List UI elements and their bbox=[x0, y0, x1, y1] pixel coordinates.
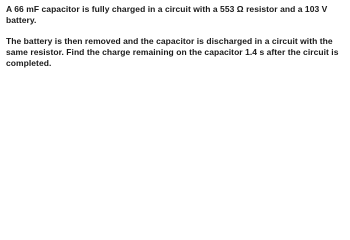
question-paragraph-setup: A 66 mF capacitor is fully charged in a circuit with a 553 Ω resistor and a 103 V battery. bbox=[6, 4, 328, 25]
question-block bbox=[0, 0, 350, 79]
question-paragraph-task: The battery is then removed and the capacitor is discharged in a circuit with the same resistor. Find the charge remaining on the capacitor 1.4 s after the circuit is completed. bbox=[6, 36, 339, 68]
